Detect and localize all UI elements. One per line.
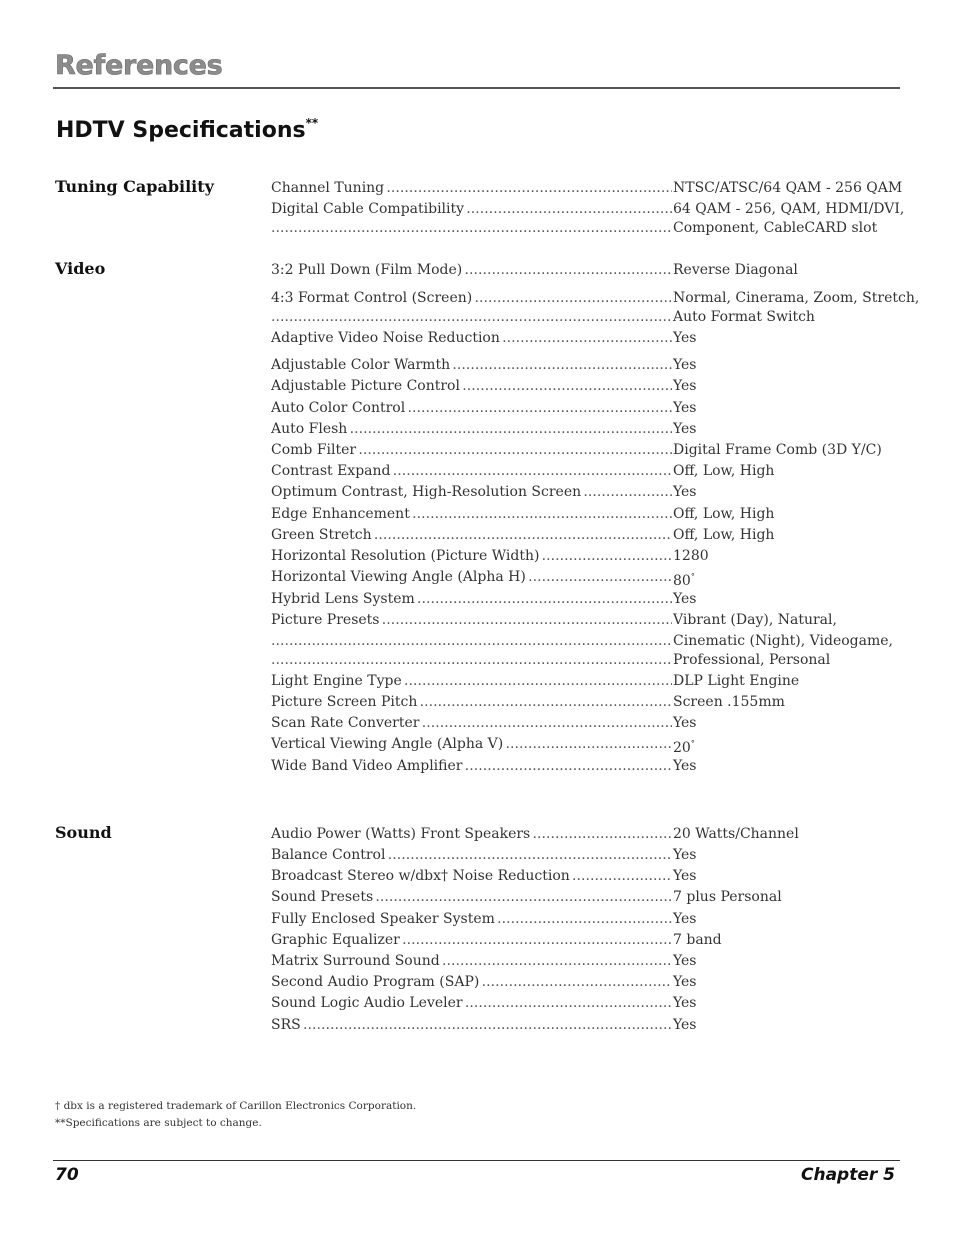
spec-label: Audio Power (Watts) Front Speakers . . . [271,824,672,844]
spec-value-text: Off, Low, High [673,463,775,479]
spec-row [271,178,906,198]
spec-value [673,1015,697,1035]
spec-value [673,504,774,524]
spec-row [271,734,906,754]
spec-label: Adjustable Color Warmth . . . [271,355,672,375]
spec-label [271,218,672,238]
spec-row [271,951,906,971]
spec-row [271,610,906,630]
spec-value-text: Yes [673,911,697,927]
spec-label: Digital Cable Compatibility . . . [271,199,672,219]
spec-row [271,909,906,929]
spec-value [673,546,709,566]
spec-row [271,631,906,651]
spec-value [673,671,799,691]
spec-label: Broadcast Stereo w/dbx† Noise Reduction . . . [271,866,672,886]
spec-label: Hybrid Lens System . . . [271,589,672,609]
spec-row [271,930,906,950]
spec-label: Balance Control . . . [271,845,672,865]
section-title [56,116,318,143]
spec-row [271,1015,906,1035]
section-title-text: HDTV Specifications [56,118,306,143]
spec-value-text: Yes [673,421,697,437]
spec-row [271,307,906,327]
spec-value-text: Off, Low, High [673,506,775,522]
spec-value [673,887,782,907]
footnote-dbx: † dbx is a registered trademark of Carillon Electronics Corporation. [55,1100,417,1112]
spec-value-text: Yes [673,847,697,863]
spec-value [673,398,697,418]
spec-row [271,993,906,1013]
group-label-tuning: Tuning Capability [55,177,214,196]
page-number: 70 [55,1165,79,1185]
spec-value-text: 20 [673,740,691,756]
spec-value [673,355,697,375]
footer-divider [53,1160,900,1161]
spec-row [271,887,906,907]
spec-value [673,260,798,280]
spec-value [673,909,697,929]
spec-row [271,461,906,481]
spec-value [673,845,697,865]
spec-row [271,589,906,609]
spec-value-text: Yes [673,974,697,990]
spec-label: Second Audio Program (SAP) . . . [271,972,672,992]
spec-value [673,307,815,327]
spec-value [673,376,697,396]
spec-row [271,504,906,524]
group-label-sound: Sound [55,823,112,842]
spec-value-text: Off, Low, High [673,527,775,543]
spec-label: Channel Tuning . . . [271,178,672,198]
group-label-video: Video [55,259,106,278]
spec-value-text: Component, CableCARD slot [673,220,878,236]
spec-row [271,355,906,375]
spec-row [271,866,906,886]
spec-value [673,866,697,886]
spec-label: Horizontal Viewing Angle (Alpha H) . . . [271,567,672,587]
spec-row [271,199,906,219]
spec-value-text: NTSC/ATSC/64 QAM - 256 QAM [673,180,903,196]
spec-value-text: Auto Format Switch [673,309,815,325]
spec-value [673,824,799,844]
footnote-specs: **Specifications are subject to change. [55,1117,262,1129]
spec-value [673,525,774,545]
spec-value-text: DLP Light Engine [673,673,800,689]
spec-value-text: 80 [673,573,691,589]
spec-row [271,671,906,691]
spec-value-text: Yes [673,868,697,884]
spec-label: Auto Color Control . . . [271,398,672,418]
spec-value [673,461,774,481]
spec-label: Matrix Surround Sound . . . [271,951,672,971]
spec-value-text: Yes [673,953,697,969]
spec-row [271,546,906,566]
spec-label: Picture Presets . . . [271,610,672,630]
spec-value [673,734,695,758]
spec-value [673,930,722,950]
spec-row [271,288,920,308]
spec-row [271,972,906,992]
spec-value-text: Yes [673,758,697,774]
spec-value [673,218,877,238]
spec-row [271,692,906,712]
spec-value [673,178,902,198]
spec-label: 3:2 Pull Down (Film Mode) . . . [271,260,672,280]
spec-value-text: Yes [673,484,697,500]
degree-symbol: ° [690,572,695,581]
spec-value-text: 7 plus Personal [673,889,782,905]
spec-row [271,328,906,348]
spec-label: Picture Screen Pitch . . . [271,692,672,712]
spec-value-text: Yes [673,378,697,394]
spec-value-text: Yes [673,400,697,416]
spec-label [271,631,672,651]
spec-label: Sound Presets . . . [271,887,672,907]
spec-row [271,845,906,865]
spec-value-text: 20 Watts/Channel [673,826,799,842]
spec-value-text: Digital Frame Comb (3D Y/C) [673,442,882,458]
spec-value [673,972,697,992]
spec-label [271,307,672,327]
spec-value [673,328,697,348]
spec-value-text: Reverse Diagonal [673,262,798,278]
spec-label: 4:3 Format Control (Screen) . . . [271,288,672,308]
page-header-title: References [55,50,223,81]
spec-label [271,650,672,670]
spec-label: Adjustable Picture Control . . . [271,376,672,396]
spec-label: Contrast Expand . . . [271,461,672,481]
spec-value-text: Yes [673,715,697,731]
spec-row [271,260,906,280]
spec-value [673,713,697,733]
spec-value [673,951,697,971]
spec-value [673,650,830,670]
spec-value [673,199,904,219]
spec-value-text: Yes [673,357,697,373]
degree-symbol: ° [690,739,695,748]
spec-row [271,419,906,439]
spec-row [271,376,906,396]
section-title-mark: ** [305,116,319,130]
spec-row [271,713,906,733]
spec-label: Scan Rate Converter . . . [271,713,672,733]
spec-row [271,482,906,502]
spec-value [673,692,785,712]
spec-row [271,756,906,776]
spec-value [673,756,697,776]
header-divider [53,87,900,89]
spec-value-text: 64 QAM - 256, QAM, HDMI/DVI, [673,201,905,217]
spec-value [673,440,882,460]
spec-label: Light Engine Type . . . [271,671,672,691]
spec-row [271,440,906,460]
spec-value [673,589,697,609]
spec-value [673,993,697,1013]
spec-value-text: 1280 [673,548,709,564]
spec-label: Graphic Equalizer . . . [271,930,672,950]
spec-value-text: Normal, Cinerama, Zoom, Stretch, [673,290,920,306]
spec-label: Auto Flesh . . . [271,419,672,439]
spec-row [271,824,906,844]
spec-label: Green Stretch . . . [271,525,672,545]
spec-value-text: Yes [673,1017,697,1033]
spec-value [673,631,893,651]
spec-value-text: Screen .155mm [673,694,785,710]
spec-label: Fully Enclosed Speaker System . . . [271,909,672,929]
spec-value-text: Yes [673,995,697,1011]
spec-value [673,482,697,502]
spec-label: Sound Logic Audio Leveler . . . [271,993,672,1013]
spec-label: Optimum Contrast, High-Resolution Screen . . . [271,482,672,502]
spec-label: Wide Band Video Amplifier . . . [271,756,672,776]
spec-value-text: Yes [673,591,697,607]
spec-value [673,610,837,630]
chapter-label: Chapter 5 [800,1165,895,1185]
spec-value [673,567,695,591]
spec-row [271,525,906,545]
spec-value-text: Yes [673,330,697,346]
spec-value-text: 7 band [673,932,722,948]
spec-value-text: Cinematic (Night), Videogame, [673,633,894,649]
spec-row [271,218,906,238]
spec-label: Adaptive Video Noise Reduction . . . [271,328,672,348]
spec-value-text: Professional, Personal [673,652,831,668]
spec-row [271,650,906,670]
spec-label: Vertical Viewing Angle (Alpha V) . . . [271,734,672,754]
spec-label: Horizontal Resolution (Picture Width) . . . [271,546,672,566]
spec-label: Comb Filter . . . [271,440,672,460]
spec-row [271,567,906,587]
spec-value-text: Vibrant (Day), Natural, [673,612,837,628]
spec-label: SRS . . . [271,1015,672,1035]
spec-label: Edge Enhancement . . . [271,504,672,524]
spec-value [673,288,919,308]
spec-value [673,419,697,439]
spec-row [271,398,906,418]
